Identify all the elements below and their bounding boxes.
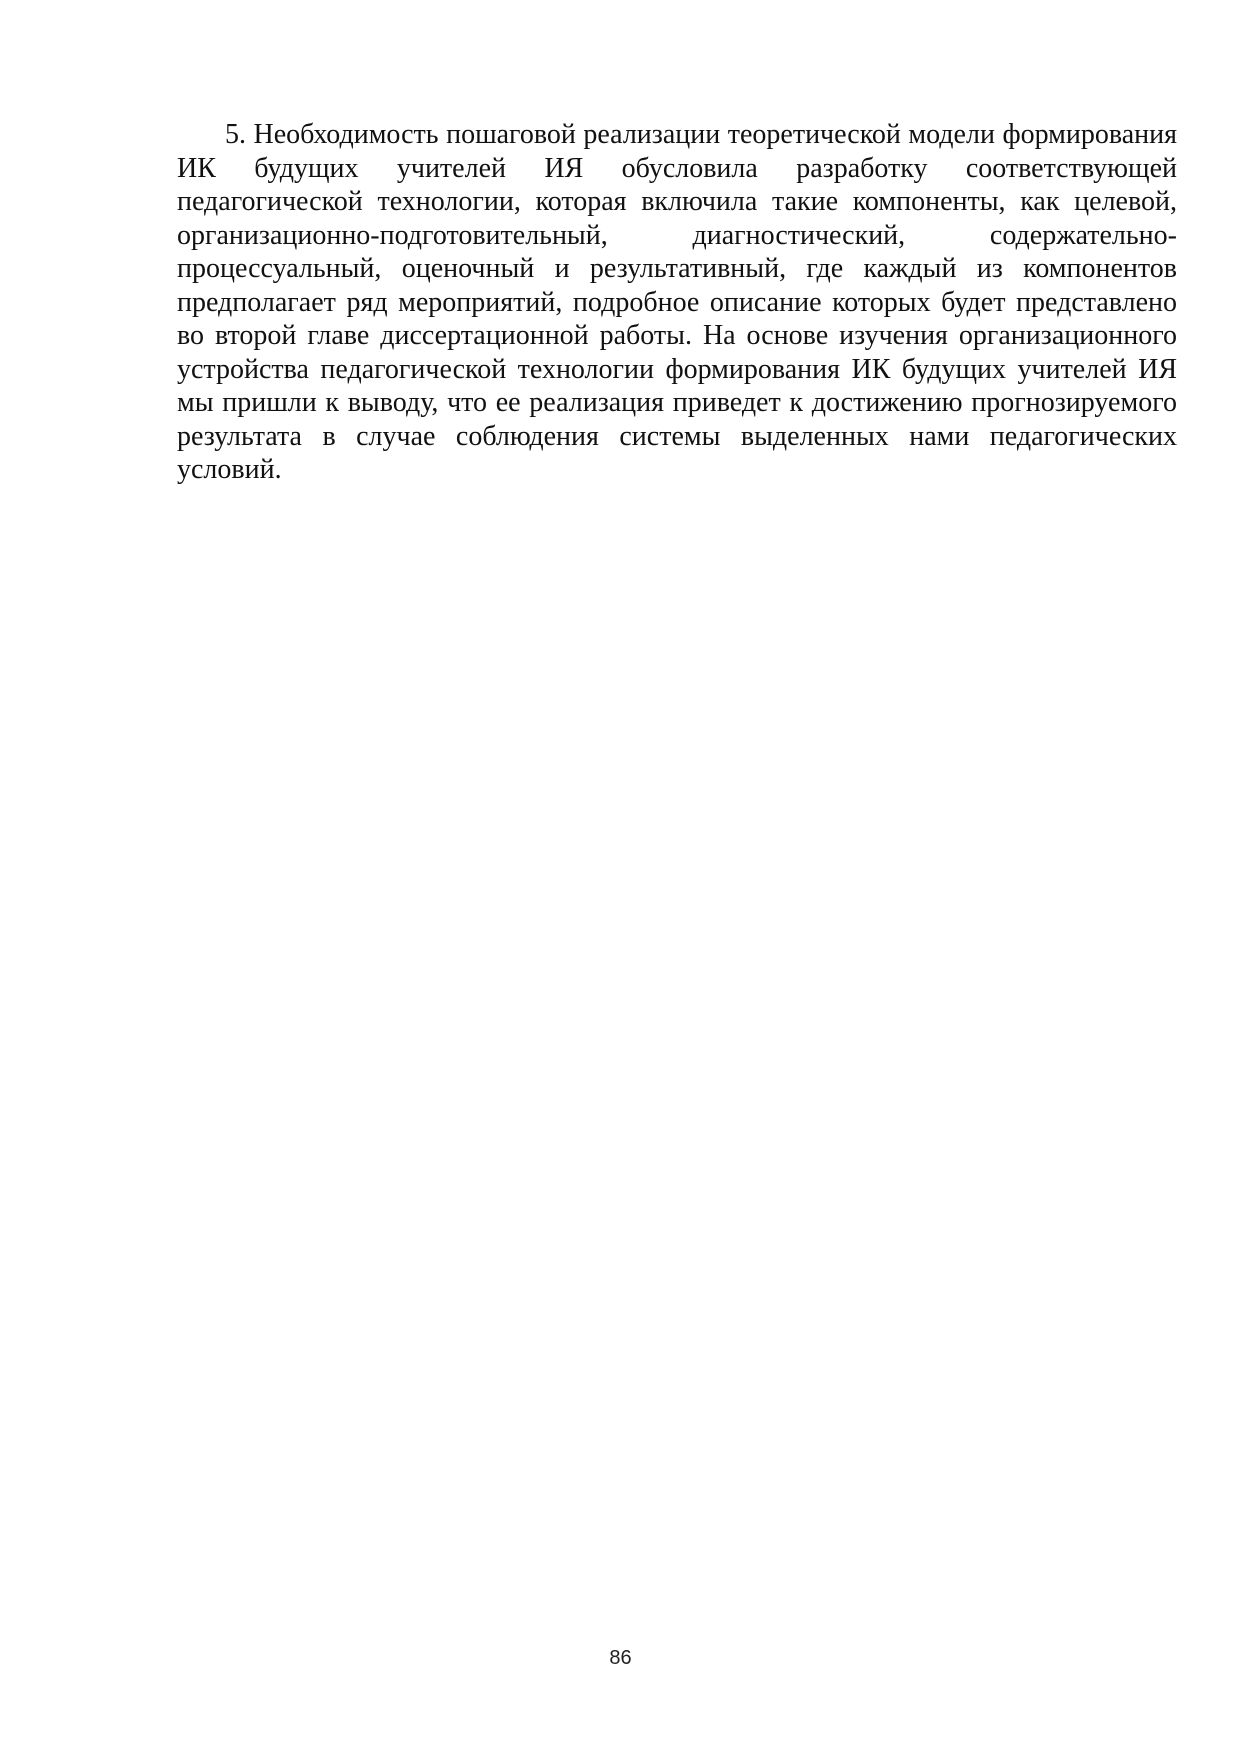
page-number: 86 — [609, 1647, 632, 1669]
paragraph-5: 5. Необходимость пошаговой реализации теоретической модели формирования ИК будущих учителей ИЯ обусловила разработку соответствующей педагогической технологии, которая включила такие компоненты, как целевой, организационно-подготовительный, диагностический, содержательно-процессуальный, оценочный и результативный, где каждый из компонентов предполагает ряд мероприятий, подробное описание которых будет представлено во второй главе диссертационной работы. На основе изучения организационного устройства педагогической технологии формирования ИК будущих учителей ИЯ мы пришли к выводу, что ее реализация приведет к достижению прогнозируемого результата в случае соблюдения системы выделенных нами педагогических условий. — [177, 119, 1177, 485]
